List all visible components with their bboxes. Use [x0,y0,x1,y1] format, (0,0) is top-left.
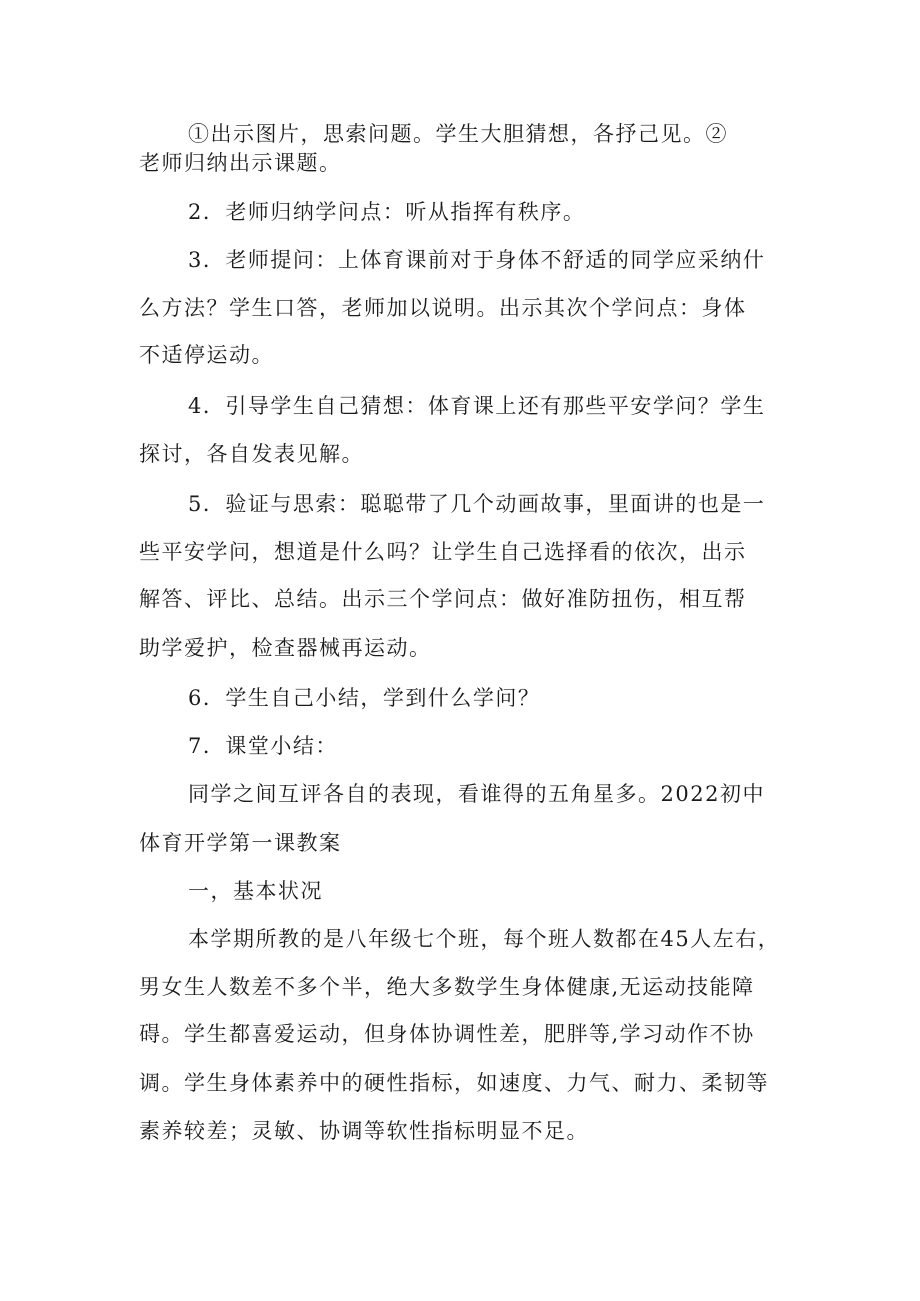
item-4-line-2: 探讨，各自发表见解。 [139,442,364,466]
item-5-line-4: 助学爱护，检查器械再运动。 [139,636,432,660]
basic-situation-line-4: 调。学生身体素养中的硬性指标，如速度、力气、耐力、柔韧等 [139,1071,769,1095]
summary-line-2: 体育开学第一课教案 [139,831,342,855]
basic-situation-line-1: 本学期所教的是八年级七个班，每个班人数都在45人左右， [188,927,781,951]
basic-situation-line-5: 素养较差；灵敏、协调等软性指标明显不足。 [139,1119,589,1143]
paragraph-1-line-1: ①出示图片，思索问题。学生大胆猜想，各抒己见。② [188,122,728,146]
section-heading: 一，基本状况 [188,879,323,903]
item-3-line-3: 不适停运动。 [139,343,274,367]
basic-situation-line-2: 男女生人数差不多个半，绝大多数学生身体健康,无运动技能障 [139,975,755,999]
item-7-line-1: 7．课堂小结： [188,734,338,758]
item-2-line-1: 2．老师归纳学问点：听从指挥有秩序。 [188,200,586,224]
item-3-line-2: 么方法？学生口答，老师加以说明。出示其次个学问点：身体 [139,296,747,320]
item-4-line-1: 4．引导学生自己猜想：体育课上还有那些平安学问？学生 [188,394,766,418]
item-6-line-1: 6．学生自己小结，学到什么学问？ [188,686,541,710]
summary-line-1: 同学之间互评各自的表现，看谁得的五角星多。2022初中 [188,782,765,806]
item-5-line-1: 5．验证与思索：聪聪带了几个动画故事，里面讲的也是一 [188,492,766,516]
paragraph-1-line-2: 老师归纳出示课题。 [139,151,342,175]
item-5-line-3: 解答、评比、总结。出示三个学问点：做好准防扭伤，相互帮 [139,587,747,611]
item-5-line-2: 些平安学问，想道是什么吗？让学生自己选择看的依次，出示 [139,540,747,564]
basic-situation-line-3: 碍。学生都喜爱运动，但身体协调性差，肥胖等,学习动作不协 [139,1022,755,1046]
item-3-line-1: 3．老师提问：上体育课前对于身体不舒适的同学应采纳什 [188,248,766,272]
